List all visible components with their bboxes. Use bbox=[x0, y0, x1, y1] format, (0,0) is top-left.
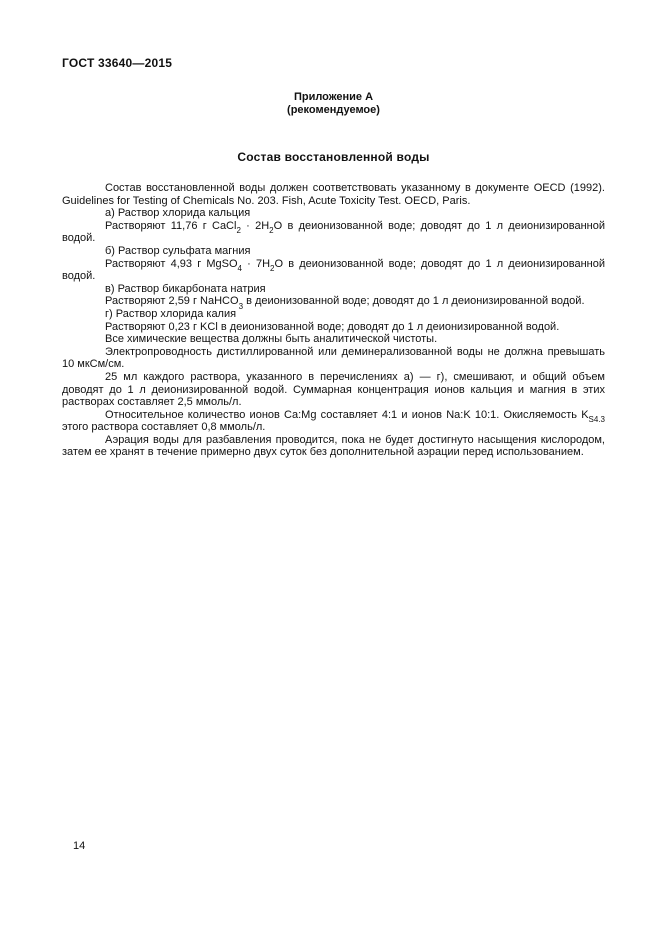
paragraph: Все химические вещества должны быть аналитической чистоты. bbox=[105, 333, 438, 346]
paragraph: Относительное количество ионов Ca:Mg составляет 4:1 и ионов Na:K 10:1. Окисляемость $K_{S4.3}$ этого раствора составляет 0,8 ммоль/л. bbox=[62, 408, 605, 434]
paragraph: Растворяют 2,59 г NaHCO$_3$ в деионизованной воде; доводят до 1 л деионизированной водой. bbox=[105, 295, 585, 311]
paragraph: Растворяют 0,23 г KCl в деионизованной воде; доводят до 1 л деионизированной водой. bbox=[105, 320, 560, 333]
page-number: 14 bbox=[73, 840, 86, 852]
annex-subtitle: (рекомендуемое) bbox=[287, 104, 380, 116]
paragraph: Электропроводность дистиллированной или деминерализованной воды не должна превышать 10 мкСм/см. bbox=[62, 345, 605, 371]
paragraph: в) Раствор бикарбоната натрия bbox=[105, 282, 266, 295]
formula-subscript: 4 bbox=[237, 263, 242, 273]
formula-subscript: 2 bbox=[236, 225, 241, 235]
paragraph: Растворяют 11,76 г CaCl$_2$ · $2H_2O$ в деионизованной воде; доводят до 1 л деионизированной водой. bbox=[62, 219, 605, 245]
formula-subscript: 2 bbox=[269, 225, 274, 235]
body-paragraphs bbox=[62, 182, 605, 459]
paragraph: б) Раствор сульфата магния bbox=[105, 244, 251, 257]
annex-title: Приложение А bbox=[293, 91, 374, 103]
standard-code: ГОСТ 33640—2015 bbox=[62, 56, 173, 70]
formula-subscript: 2 bbox=[270, 263, 275, 273]
paragraph: а) Раствор хлорида кальция bbox=[105, 207, 251, 220]
formula-subscript: 3 bbox=[238, 301, 244, 311]
section-title: Состав восстановленной воды bbox=[237, 150, 430, 164]
paragraph: 25 мл каждого раствора, указанного в перечислениях а) — г), смешивают, и общий объем доводят до 1 л деионизированной водой. Суммарная концентрация ионов кальция и магния в этих растворах составляет 2,5 ммоль/л. bbox=[62, 370, 605, 409]
paragraph: Аэрация воды для разбавления проводится, пока не будет достигнуто насыщения кислородом, затем ее хранят в течение примерно двух суток без дополнительной аэрации перед использованием. bbox=[62, 433, 605, 459]
formula-subscript: S4.3 bbox=[588, 414, 605, 424]
paragraph: г) Раствор хлорида калия bbox=[105, 307, 237, 320]
paragraph: Состав восстановленной воды должен соответствовать указанному в документе OECD (1992). Guidelines for Testing of Chemicals No. 203. Fish, Acute Toxicity Test. OECD, Paris. bbox=[62, 182, 605, 207]
paragraph: Растворяют 4,93 г MgSO$_4$ · $7H_2O$ в деионизованной воде; доводят до 1 л деионизированной водой. bbox=[62, 257, 605, 283]
annex-heading bbox=[62, 91, 605, 117]
